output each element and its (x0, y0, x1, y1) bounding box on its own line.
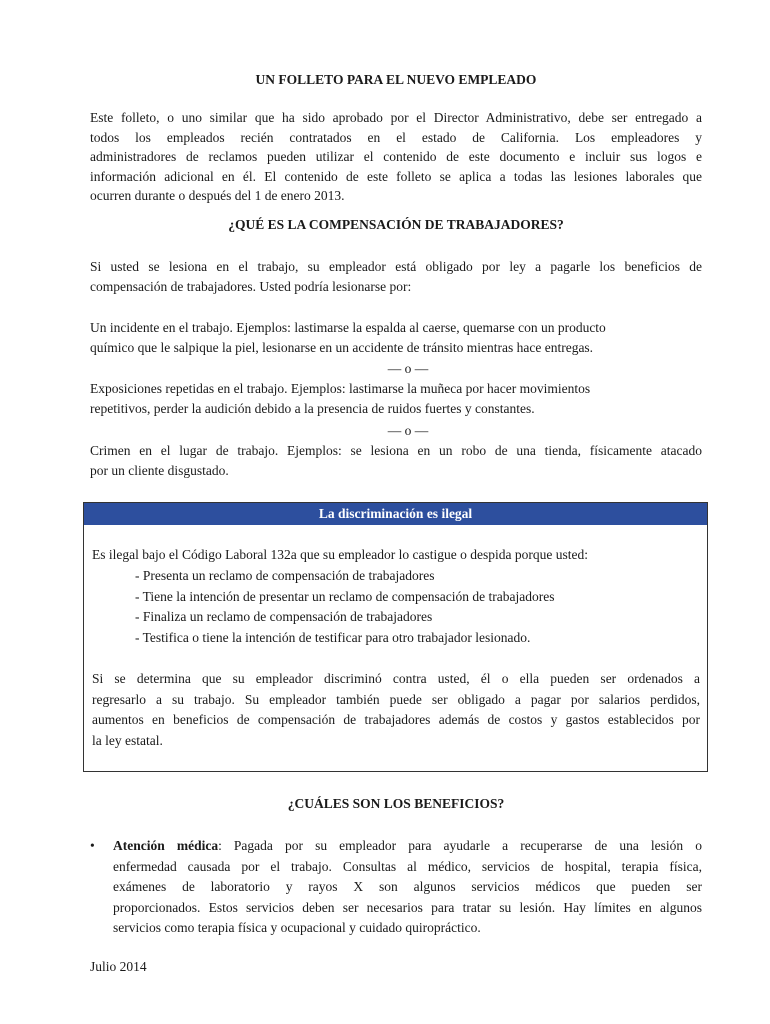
example-line: Crimen en el lugar de trabajo. Ejemplos: se lesiona en un robo de una tienda, físicamente atacado (90, 443, 702, 458)
document-title: UN FOLLETO PARA EL NUEVO EMPLEADO (255, 72, 537, 87)
benefit-line: exámenes de laboratorio y rayos X son algunos servicios médicos que pueden ser (113, 879, 702, 894)
discrimination-box-header: La discriminación es ilegal (84, 503, 707, 525)
example-line: repetitivos, perder la audición debido a la presencia de ruidos fuertes y constantes. (90, 400, 535, 416)
example-workplace-crime (90, 441, 702, 480)
example-repeated-exposure (90, 379, 702, 418)
intro-line: ocurren durante o después del 1 de enero 2013. (90, 188, 345, 203)
benefit-first-line (113, 836, 702, 857)
example-line: químico que le salpique la piel, lesionarse en un accidente de tránsito mientras hace entregas. (90, 339, 594, 355)
bullet-icon: • (90, 838, 95, 853)
box-paragraph-line: aumentos en beneficios de compensación de trabajadores además de costos y gastos establecidos por (92, 712, 700, 727)
or-separator: — o — (387, 423, 429, 438)
intro-paragraph (90, 108, 702, 206)
section-heading-compensation: ¿QUÉ ES LA COMPENSACIÓN DE TRABAJADORES? (228, 217, 564, 232)
list-item: - Finaliza un reclamo de compensación de trabajadores (135, 609, 433, 624)
example-workplace-incident (90, 318, 702, 357)
discrimination-intro (92, 545, 700, 566)
intro-line: información adicional en él. El contenido de este folleto se aplica a todas las lesiones laborales que (90, 168, 702, 184)
example-line: por un cliente disgustado. (90, 462, 229, 478)
box-paragraph-line: Si se determina que su empleador discriminó contra usted, él o ella pueden ser ordenados a (92, 671, 700, 686)
benefit-label: Atención médica (113, 838, 219, 853)
paragraph-line: Si usted se lesiona en el trabajo, su empleador está obligado por ley a pagarle los beneficios de (90, 259, 702, 274)
example-line: Un incidente en el trabajo. Ejemplos: lastimarse la espalda al caerse, quemarse con un producto (90, 320, 606, 335)
list-item: - Testifica o tiene la intención de testificar para otro trabajador lesionado. (135, 629, 531, 645)
benefit-line: servicios como terapia física y ocupacional y cuidado quiropráctico. (113, 920, 481, 935)
intro-line: todos los empleados recién contratados en el estado de California. Los empleadores y (90, 129, 702, 145)
box-paragraph-line: regresarlo a su trabajo. Su empleador también puede ser obligado a pagar por salarios perdidos, (92, 691, 700, 707)
list-item: - Presenta un reclamo de compensación de trabajadores (135, 568, 435, 583)
discrimination-paragraph (92, 669, 700, 751)
example-line: Exposiciones repetidas en el trabajo. Ejemplos: lastimarse la muñeca por hacer movimientos (90, 381, 591, 396)
benefit-text (113, 836, 702, 939)
paragraph-line: compensación de trabajadores. Usted podría lesionarse por: (90, 278, 412, 294)
or-separator: — o — (387, 361, 429, 376)
benefit-line: enfermedad causada por el trabajo. Consultas al médico, servicios de hospital, terapia física, (113, 858, 702, 874)
compensation-paragraph (90, 257, 702, 296)
box-paragraph-line: la ley estatal. (92, 732, 163, 748)
intro-line: administradores de reclamos pueden utilizar el contenido de este documento e incluir sus logos e (90, 149, 702, 164)
benefit-line: proporcionados. Estos servicios deben ser necesarios para tratar su lesión. Hay límites en algunos (113, 899, 702, 915)
footer-date: Julio 2014 (90, 959, 147, 974)
box-intro-line: Es ilegal bajo el Código Laboral 132a que su empleador lo castigue o despida porque usted: (92, 547, 588, 562)
intro-line: Este folleto, o uno similar que ha sido aprobado por el Director Administrativo, debe ser entregado a (90, 110, 702, 125)
list-item: - Tiene la intención de presentar un reclamo de compensación de trabajadores (135, 588, 555, 604)
benefit-first-line-text: : Pagada por su empleador para ayudarle a recuperarse de una lesión o (218, 838, 702, 853)
section-heading-benefits: ¿CUÁLES SON LOS BENEFICIOS? (287, 796, 505, 811)
discrimination-list (135, 566, 554, 648)
